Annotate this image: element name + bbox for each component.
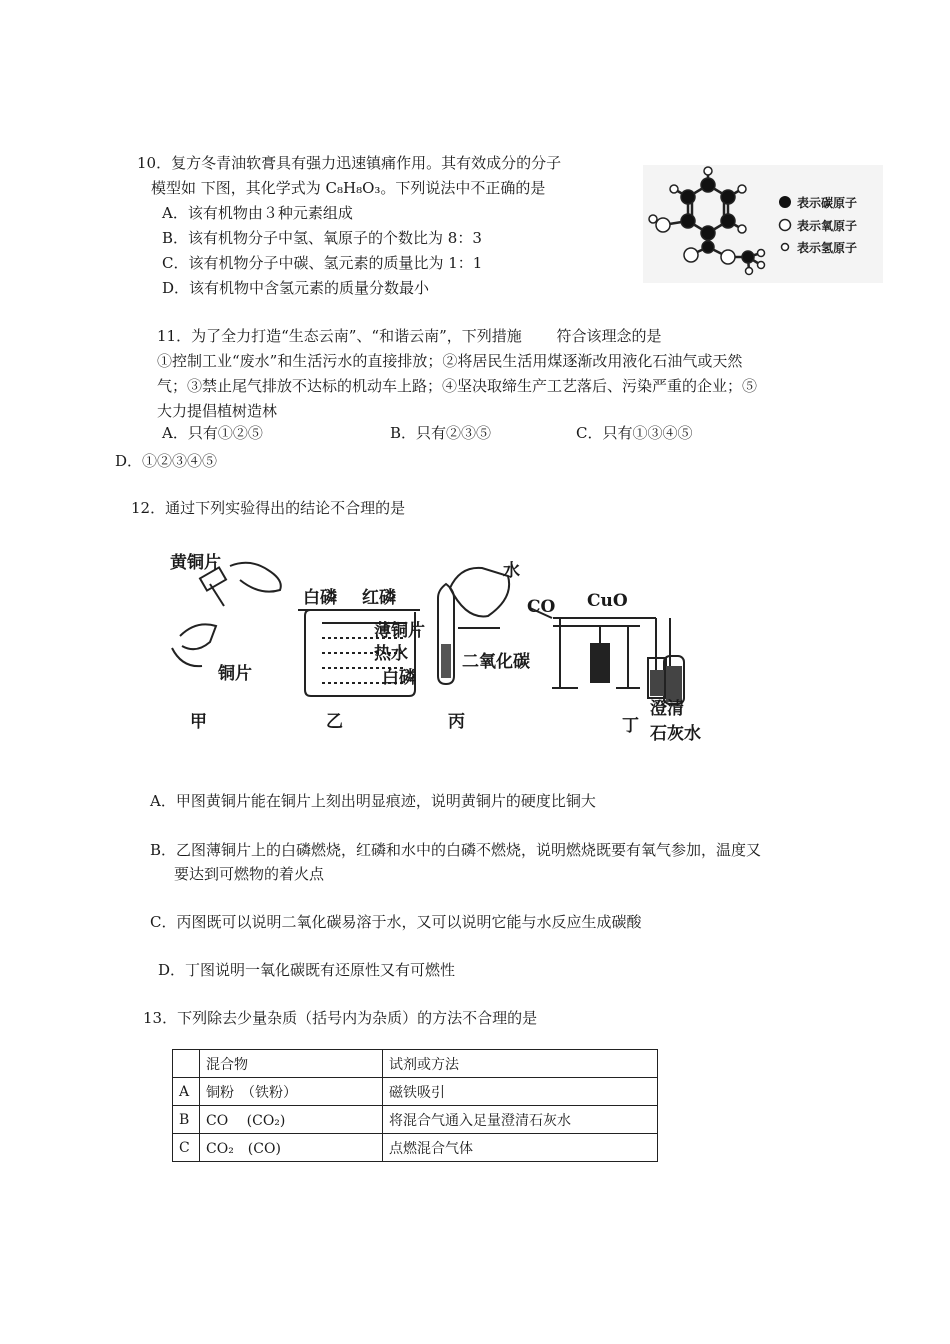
label-white-phosphorus: 白磷 [303,588,337,608]
label-thin-copper: 薄铜片 [374,621,425,641]
q11-option-c: C．只有①③④⑤ [576,424,693,442]
table-cell: 铜粉 （铁粉） [200,1078,383,1106]
table-header-row [173,1050,658,1078]
table-cell: CO₂ (CO) [200,1134,383,1162]
q10-stem-line2: 模型如 下图，其化学式为 C₈H₈O₃。下列说法中不正确的是 [151,179,546,197]
legend-hydrogen: 表示氢原子 [797,241,858,255]
label-limewater-1: 澄清 [650,699,684,719]
q10-option-d: D．该有机物中含氢元素的质量分数最小 [162,279,430,297]
legend-oxygen: 表示氧原子 [797,219,858,233]
label-water: 水 [503,561,520,581]
table-cell: 磁铁吸引 [383,1078,658,1106]
q11-option-a: A．只有①②⑤ [162,424,263,442]
label-jia: 甲 [190,712,207,732]
label-limewater-2: 石灰水 [650,724,701,744]
table-row [173,1134,658,1162]
table-cell: A [173,1078,200,1106]
q11-option-d: D．①②③④⑤ [115,452,218,470]
table-cell: 混合物 [200,1050,383,1078]
q11-option-b: B．只有②③⑤ [390,424,492,442]
table-row [173,1106,658,1134]
label-brass: 黄铜片 [170,553,221,573]
q12-option-a: A．甲图黄铜片能在铜片上刻出明显痕迹，说明黄铜片的硬度比铜大 [150,792,596,810]
label-ding: 丁 [622,716,639,736]
q13-table [172,1049,658,1162]
label-cuo: CuO [587,591,628,611]
table-row [173,1078,658,1106]
label-co: CO [527,597,556,617]
q12-stem: 12．通过下列实验得出的结论不合理的是 [131,499,406,517]
table-cell [173,1050,200,1078]
table-cell: C [173,1134,200,1162]
q10-option-c: C．该有机物分子中碳、氢元素的质量比为 1：1 [162,254,483,272]
label-co2: 二氧化碳 [462,652,530,672]
q12-option-b-line2: 要达到可燃物的着火点 [174,865,325,883]
label-hot-water: 热水 [374,644,408,664]
label-bing: 丙 [448,712,465,732]
legend-carbon: 表示碳原子 [797,196,858,210]
table-cell: 试剂或方法 [383,1050,658,1078]
table-cell: 将混合气通入足量澄清石灰水 [383,1106,658,1134]
q13-stem: 13．下列除去少量杂质（括号内为杂质）的方法不合理的是 [143,1009,538,1027]
q11-stem-line2: ①控制工业“废水”和生活污水的直接排放；②将居民生活用煤逐渐改用液化石油气或天然 [157,352,743,370]
table-cell: B [173,1106,200,1134]
label-yi: 乙 [326,712,343,732]
q10-option-b: B．该有机物分子中氢、氧原子的个数比为 8：3 [162,229,482,247]
q12-option-c: C．丙图既可以说明二氧化碳易溶于水，又可以说明它能与水反应生成碳酸 [150,913,642,931]
q12-option-b-line1: B．乙图薄铜片上的白磷燃烧，红磷和水中的白磷不燃烧，说明燃烧既要有氧气参加，温度又 [150,841,762,859]
table-cell: CO (CO₂) [200,1106,383,1134]
q11-stem-line3: 气；③禁止尾气排放不达标的机动车上路；④坚决取缔生产工艺落后、污染严重的企业；⑤ [157,377,758,395]
q11-stem-line4: 大力提倡植树造林 [157,402,278,420]
table-cell: 点燃混合气体 [383,1134,658,1162]
q10-option-a: A．该有机物由３种元素组成 [162,204,353,222]
q11-stem-line1: 11．为了全力打造“生态云南”、“和谐云南”，下列措施 符合该理念的是 [157,327,662,345]
q12-option-d: D．丁图说明一氧化碳既有还原性又有可燃性 [158,961,456,979]
label-white-phosphorus-water: 白磷 [382,668,416,688]
q10-stem-line1: 10．复方冬青油软膏具有强力迅速镇痛作用。其有效成分的分子 [137,154,562,172]
label-red-phosphorus: 红磷 [362,588,396,608]
label-copper: 铜片 [218,664,252,684]
